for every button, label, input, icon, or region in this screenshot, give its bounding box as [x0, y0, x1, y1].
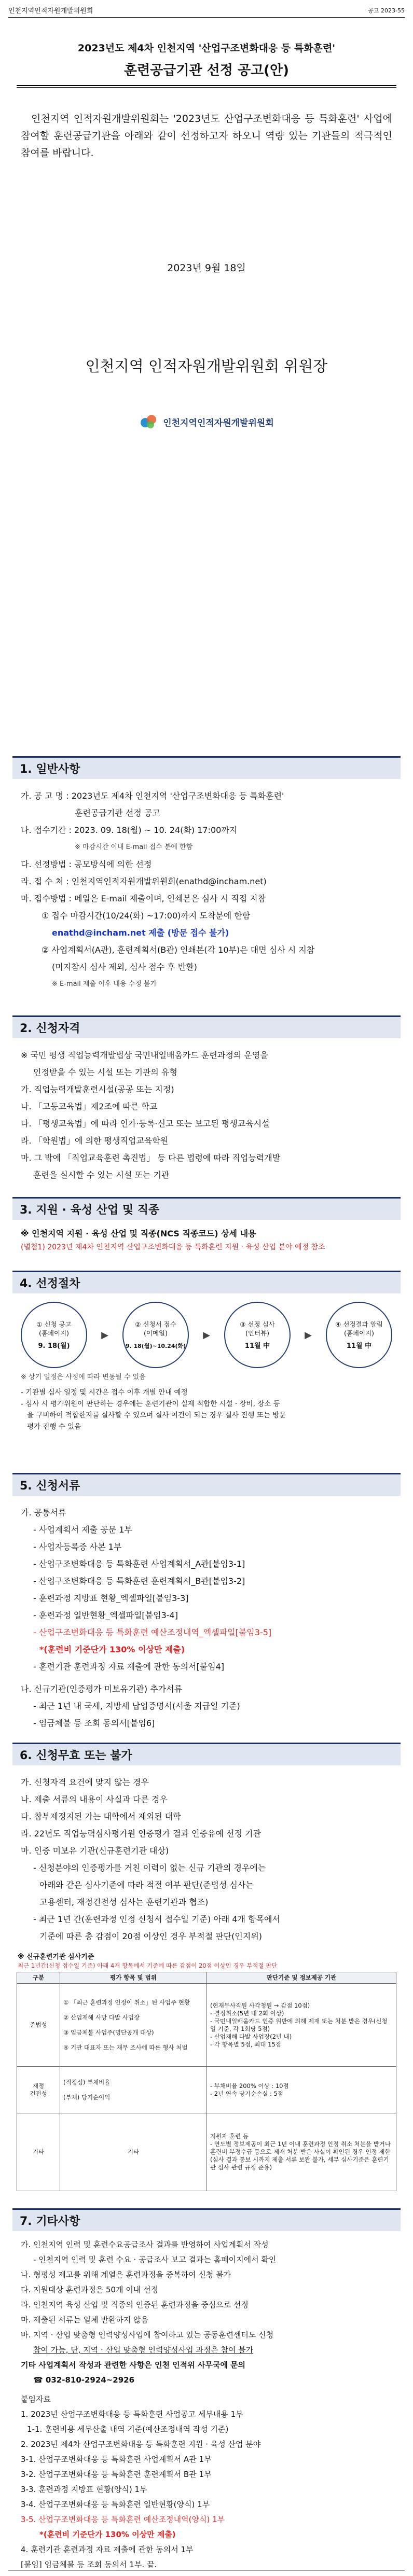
sec6-line: 마. 인증 미보유 기관(신규훈련기관 대상) — [21, 1846, 169, 1856]
sec2-line: 마. 그 밖에 「직업교육훈련 촉진법」 등 다른 법령에 따라 직업능력개발 — [21, 1153, 281, 1163]
sec1-line: 가. 공 고 명 : 2023년도 제4차 인천지역 '산업구조변화대응 등 특화훈련' — [21, 791, 284, 801]
step-label: 신청 공고 — [44, 1320, 72, 1328]
sec5-line: - 임금체불 등 조회 동의서[붙임6] — [33, 1718, 155, 1728]
process-step-3 — [224, 1302, 291, 1368]
table-cell-group: 기타 — [17, 2113, 60, 2191]
table-row — [17, 1984, 396, 2067]
section-2-body — [21, 1047, 392, 1183]
table-row — [17, 2067, 396, 2113]
step-num: ② — [135, 1320, 141, 1328]
section-3-heading: 3. 지원 · 육성 산업 및 직종 — [12, 1197, 401, 1220]
announce-date: 2023년 9월 18일 — [167, 262, 246, 274]
sec1-line: 마. 접수방법 : 메일은 E-mail 제출이며, 인쇄본은 심사 시 직접 지참 — [21, 894, 266, 903]
sec5-line: *(훈련비 기준단가 130% 이상만 제출) — [39, 1645, 185, 1654]
sec5-line: - 훈련과정 일반현황_엑셀파일[붙임3-4] — [33, 1610, 178, 1620]
header-org: 인천지역인적자원개발위원회 — [8, 7, 93, 15]
sec5-line: 나. 신규기관(인증평가 미보유기관) 추가서류 — [21, 1684, 183, 1694]
annex-title: 붙임자료 — [21, 2394, 51, 2404]
chair-signature: 인천지역 인적자원개발위원회 위원장 — [85, 357, 328, 375]
sec5-line: - 최근 1년 내 국세, 지방세 납입증명서(서울 지급일 기준) — [33, 1701, 240, 1711]
table-item: 기타 — [127, 2148, 140, 2155]
sec6-line: 아래와 같은 심사기준에 따라 적절 여부 판단(준법성 심사는 — [39, 1880, 254, 1890]
step-num: ④ — [335, 1320, 341, 1328]
section-6-body — [21, 1774, 392, 1945]
sec2-line: 인정받을 수 있는 시설 또는 기관의 유형 — [33, 1067, 177, 1077]
sec5-line: - 산업구조변화대응 등 특화훈련 훈련계획서_B관[붙임3-2] — [33, 1576, 245, 1586]
annex-item: 3-2. 산업구조변화대응 등 특화훈련 훈련계획서 B관 1부 — [21, 2470, 212, 2479]
sec4-line: - 심사 시 평가위원이 판단하는 경우에는 훈련기관이 실제 적합한 시설 · 장비, 장소 등 — [21, 1400, 280, 1408]
logo-text: 인천지역인적자원개발위원회 — [163, 417, 274, 428]
step-sub: (인터뷰) — [245, 1329, 269, 1337]
table-cell-group: 준법성 — [17, 1984, 60, 2067]
sec7-line: 다. 지원대상 훈련과정은 50개 이내 선정 — [21, 2285, 159, 2294]
sec4-note: ※ 상기 일정은 사정에 따라 변동될 수 있음 — [21, 1373, 146, 1381]
sec7-line: - 인천지역 인력 및 훈련 수요 · 공급조사 보고 결과는 홈페이지에서 확인 — [33, 2255, 277, 2264]
annex-item: 3-4. 산업구조변화대응 등 특화훈련 일반현황(양식) 1부 — [21, 2500, 210, 2509]
table-cell-items — [60, 1984, 207, 2067]
logo-mark-icon — [139, 412, 158, 431]
table-item: ① 「최근 훈련과정 인정이 취소」된 사업주 현황 — [63, 1998, 190, 2006]
sec2-line: 라. 「학원법」에 의한 평생직업교육학원 — [21, 1136, 169, 1146]
sec1-line: 나. 접수기간 : 2023. 09. 18(월) ~ 10. 24(화) 17:00까지 — [21, 825, 238, 835]
title-line2: 훈련공급기관 선정 공고(안) — [123, 63, 290, 78]
sec7-line: 바. 지역 · 산업 맞춤형 인력양성사업에 참여하고 있는 공동훈련센터도 신청 — [21, 2330, 274, 2340]
org-logo — [0, 412, 413, 431]
table-row — [17, 2113, 396, 2191]
annex-item: 4. 훈련기관 훈련과정 자료 제출에 관한 동의서 1부 — [21, 2545, 194, 2554]
table-cell-items — [60, 2113, 207, 2191]
table-header-cell: 평가 항목 및 범위 — [60, 1972, 207, 1984]
sec2-line: 가. 직업능력개발훈련시설(공공 또는 지정) — [21, 1084, 174, 1094]
table-item: ② 산업재해 사망 다발 사업장 — [63, 2013, 140, 2021]
process-step-2 — [122, 1302, 189, 1368]
step-num: ③ — [240, 1320, 246, 1328]
sec3-star-line: ※ 인천지역 지원 · 육성 산업 및 직종(NCS 직종코드) 상세 내용 — [21, 1229, 256, 1238]
table-item: ③ 임금체불 사업주(명단공개 대상) — [63, 2028, 154, 2036]
section-1-body — [21, 787, 392, 993]
step-date: 11월 中 — [244, 1342, 270, 1350]
table-header-cell: 구분 — [17, 1972, 60, 1984]
sec2-line: 나. 「고등교육법」제2조에 따른 학교 — [21, 1102, 158, 1111]
sec1-line: 훈련공급기관 선정 공고 — [75, 808, 160, 818]
document-header — [8, 5, 405, 18]
sec6-line: 기준에 따른 총 감점이 20점 이상인 경우 부적절 판단(인지위) — [39, 1931, 263, 1941]
sec7-line: 마. 제출된 서류는 일체 반환하지 않음 — [21, 2315, 148, 2324]
announcement-page — [0, 5, 413, 2576]
section-1-heading: 1. 일반사항 — [12, 756, 401, 779]
arrow-right-icon: ▶ — [203, 1329, 210, 1341]
sec6-line: - 최근 1년 간(훈련과정 인정 신청서 접수일 기준) 아래 4개 항목에서 — [33, 1914, 280, 1924]
sec7-line: 나. 형평성 제고를 위해 계열은 훈련과정을 중복하여 신청 불가 — [21, 2270, 231, 2279]
sec4-line: - 기관별 심사 일정 및 시간은 접수 이후 개별 안내 예정 — [21, 1388, 188, 1397]
intro-paragraph: 인천지역 인적자원개발위원회는 '2023년도 산업구조변화대응 등 특화훈련' 사업에 참여할 훈련공급기관을 아래와 같이 선정하고자 하오니 역량 있는 기관들의 적극적인 참여를 바랍니다. — [21, 113, 392, 159]
sec6-line: 다. 참부제정지된 가는 대학에서 제외된 대학 — [21, 1812, 181, 1821]
sec1-line: (미지참시 심사 제외, 심사 점수 후 반환) — [52, 962, 197, 972]
step-date: 9. 18(월) — [38, 1342, 70, 1350]
sec7-line: 가. 인천지역 인력 및 훈련수요공급조사 결과를 반영하여 사업계획서 작성 — [21, 2240, 269, 2249]
sec5-line: - 훈련과정 지방표 현황_엑셀파일[붙임3-3] — [33, 1593, 189, 1603]
step-date: 11월 中 — [346, 1342, 372, 1350]
sec7-line: 참여 가능, 단, 지역 · 산업 맞춤형 인력양성사업 과정은 참여 불가 — [33, 2345, 254, 2355]
sec1-line: ※ E-mail 제출 이후 내용 수정 불가 — [52, 980, 157, 988]
annex-item: *(훈련비 기준단가 130% 이상만 제출) — [39, 2530, 176, 2539]
sec6-line: 라. 22년도 직업능력심사평가원 인증평가 결과 인증유예 선정 기관 — [21, 1829, 261, 1839]
title-rule — [17, 85, 396, 88]
table-cell-criteria: (현재무사직원 사각청원 → 감점 10점) - 결정취소(5년 내 2회 이상) - 국민내일배움카드 인증 위반에 의해 제재 또는 처분 받은 경우(신청일 기준, 각 1회당 5점) - 산업재해 다발 사업장(2년 내) - 각 항목별 5점, 최대 15점 — [207, 1984, 396, 2067]
sec5-line: - 산업구조변화대응 등 특화훈련 사업계획서_A관[붙임3-1] — [33, 1559, 245, 1569]
sec5-line: 가. 공통서류 — [21, 1508, 66, 1517]
table-cell-items — [60, 2067, 207, 2113]
page-footer-rule — [8, 2561, 405, 2571]
step-sub: (홈페이지) — [38, 1329, 70, 1337]
sec6-line: 고용센터, 재정건전성 심사는 훈련기관과 협조) — [39, 1897, 209, 1907]
annex-item: 1-1. 훈련비용 세부산출 내역 기준(예산조정내역 작성 기준) — [27, 2425, 229, 2434]
sec1-line: ※ 마감시간 이내 E-mail 접수 분에 한함 — [75, 843, 193, 851]
annex-item: 2. 2023년 제4차 산업구조변화대응 등 특화훈련 지원 · 육성 산업 분야 — [21, 2440, 261, 2449]
criteria-table-header — [17, 1972, 396, 1984]
section-5-heading: 5. 신청서류 — [12, 1473, 401, 1496]
arrow-right-icon: ▶ — [101, 1329, 108, 1341]
section-5-body — [21, 1504, 392, 1732]
sec5-line: - 산업구조변화대응 등 특화훈련 예산조정내역_엑셀파일[붙임3-5] — [33, 1627, 272, 1637]
table-cell-group: 재정 건전성 — [17, 2067, 60, 2113]
header-ref: 공고 2023-55 — [368, 7, 405, 14]
step-label: 선정결과 알림 — [343, 1320, 383, 1328]
sec5-line: - 사업계획서 제출 공문 1부 — [33, 1525, 132, 1535]
criteria-subcaption: 최근 1년간(신청 접수일 기준) 아래 4개 항목에서 기준에 따른 감점이 20점 이상인 경우 부적절 판단 — [18, 1962, 278, 1969]
process-step-4 — [326, 1302, 392, 1368]
criteria-caption: ※ 신규훈련기관 심사기준 — [18, 1953, 94, 1961]
sec6-line: 가. 신청자격 요건에 맞지 않는 경우 — [21, 1777, 149, 1787]
sec1-line: ① 접수 마감시간(10/24(화) ~17:00)까지 도착분에 한함 — [42, 911, 251, 921]
process-step-1 — [21, 1302, 87, 1368]
step-label: 신청서 접수 — [143, 1320, 176, 1328]
section-2-heading: 2. 신청자격 — [12, 1015, 401, 1038]
table-cell-criteria: 지원자 훈련 등 - 연도별 정보제공이 최근 1년 이내 훈련과정 인정 취소 처분을 받거나 훈련비 부정수급 등으로 제재 처분 받은 사실이 확인된 경우 인정 제한 (심사 결과 통보 시까지 제출 서류 보완 불가, 세부 심사기준은 훈련기관 심사 관련 규정 준용) — [207, 2113, 396, 2191]
sec4-line: 을 구비하여 적합한지를 실사할 수 있으며 실사 여건이 되는 경우 실사 진행 또는 방문 — [27, 1411, 286, 1419]
section-4-heading: 4. 선정절차 — [12, 1271, 401, 1293]
sec1-line: 다. 선정방법 : 공모방식에 의한 선정 — [21, 859, 152, 869]
step-label: 선정 심사 — [247, 1320, 275, 1328]
sec3-note: (별첨1) 2023년 제4차 인천지역 산업구조변화대응 등 특화훈련 지원 · 육성 산업 분야 예정 참조 — [21, 1243, 325, 1251]
table-item: (부채) 당기순이익 — [63, 2093, 111, 2101]
section-6-heading: 6. 신청무효 또는 불가 — [12, 1743, 401, 1765]
criteria-table — [17, 1972, 396, 2191]
sec7-phone[interactable]: ☎ 032-810-2924~2926 — [33, 2375, 135, 2385]
sec5-line: - 훈련기관 훈련과정 자료 제출에 관한 동의서[붙임4] — [33, 1662, 225, 1672]
annex-item: 3-3. 훈련과정 지방표 현황(양식) 1부 — [21, 2485, 147, 2494]
sec7-contact-line: 기타 사업계획서 작성과 관련한 사항은 인천 인적위 사무국에 문의 — [21, 2360, 246, 2370]
sec1-line: 라. 접 수 처 : 인천지역인적자원개발위원회(enathd@incham.net) — [21, 876, 267, 886]
sec5-line: - 사업자등록증 사본 1부 — [33, 1542, 122, 1552]
table-item: (적정성) 부채비율 — [63, 2078, 111, 2086]
step-date: 9. 18(월)~10.24(화) — [125, 1342, 186, 1349]
sec2-line: 훈련을 실시할 수 있는 시설 또는 기관 — [33, 1170, 170, 1180]
section-7-body — [21, 2237, 392, 2572]
sec2-line: ※ 국민 평생 직업능력개발법상 국민내일배움카드 훈련과정의 운영을 — [21, 1050, 268, 1060]
arrow-right-icon: ▶ — [305, 1329, 312, 1341]
table-cell-criteria: - 부채비율 200% 이상 : 10점 - 2년 연속 당기순손실 : 5점 — [207, 2067, 396, 2113]
sec4-line: 평가 진행 수 있음 — [27, 1423, 81, 1431]
process-steps — [21, 1302, 392, 1368]
annex-item: [붙임] 임금체불 등 조회 동의서 1부. 끝. — [21, 2560, 157, 2569]
annex-item: 3-1. 산업구조변화대응 등 특화훈련 사업계획서 A관 1부 — [21, 2455, 212, 2464]
table-header-cell: 판단기준 및 정보제공 기관 — [207, 1972, 396, 1984]
sec1-email-link[interactable]: enathd@incham.net 제출 (방문 접수 불가) — [52, 928, 229, 938]
table-item: ④ 기관 대표자 또는 재무 조사에 따른 형사 처벌 — [63, 2043, 188, 2051]
step-num: ① — [36, 1320, 43, 1328]
title-line1: 2023년도 제4차 인천지역 '산업구조변화대응 등 특화훈련' — [77, 43, 336, 54]
sec1-line: ② 사업계획서(A관), 훈련계획서(B관) 인쇄본(각 10부)은 대면 심사 시 지참 — [42, 945, 315, 955]
sec6-line: - 신청분야의 인증평가를 거친 이력이 없는 신규 기관의 경우에는 — [33, 1863, 266, 1873]
step-sub: (이메일) — [144, 1329, 168, 1337]
section-4-body — [21, 1387, 392, 1432]
sec7-line: 라. 인천지역 육성 산업 및 직종의 인증된 훈련과정을 중심으로 선정 — [21, 2300, 249, 2309]
section-7-heading: 7. 기타사항 — [12, 2208, 401, 2231]
step-sub: (홈페이지) — [343, 1329, 375, 1337]
sec6-line: 나. 제출 서류의 내용이 사실과 다른 경우 — [21, 1794, 168, 1804]
sec2-line: 다. 「평생교육법」에 따라 인가·등록·신고 또는 보고된 평생교육시설 — [21, 1119, 270, 1129]
annex-item: 1. 2023년 산업구조변화대응 등 특화훈련 사업공고 세부내용 1부 — [21, 2410, 243, 2419]
annex-item: 3-5. 산업구조변화대응 등 특화훈련 예산조정내역(양식) 1부 — [21, 2515, 225, 2524]
